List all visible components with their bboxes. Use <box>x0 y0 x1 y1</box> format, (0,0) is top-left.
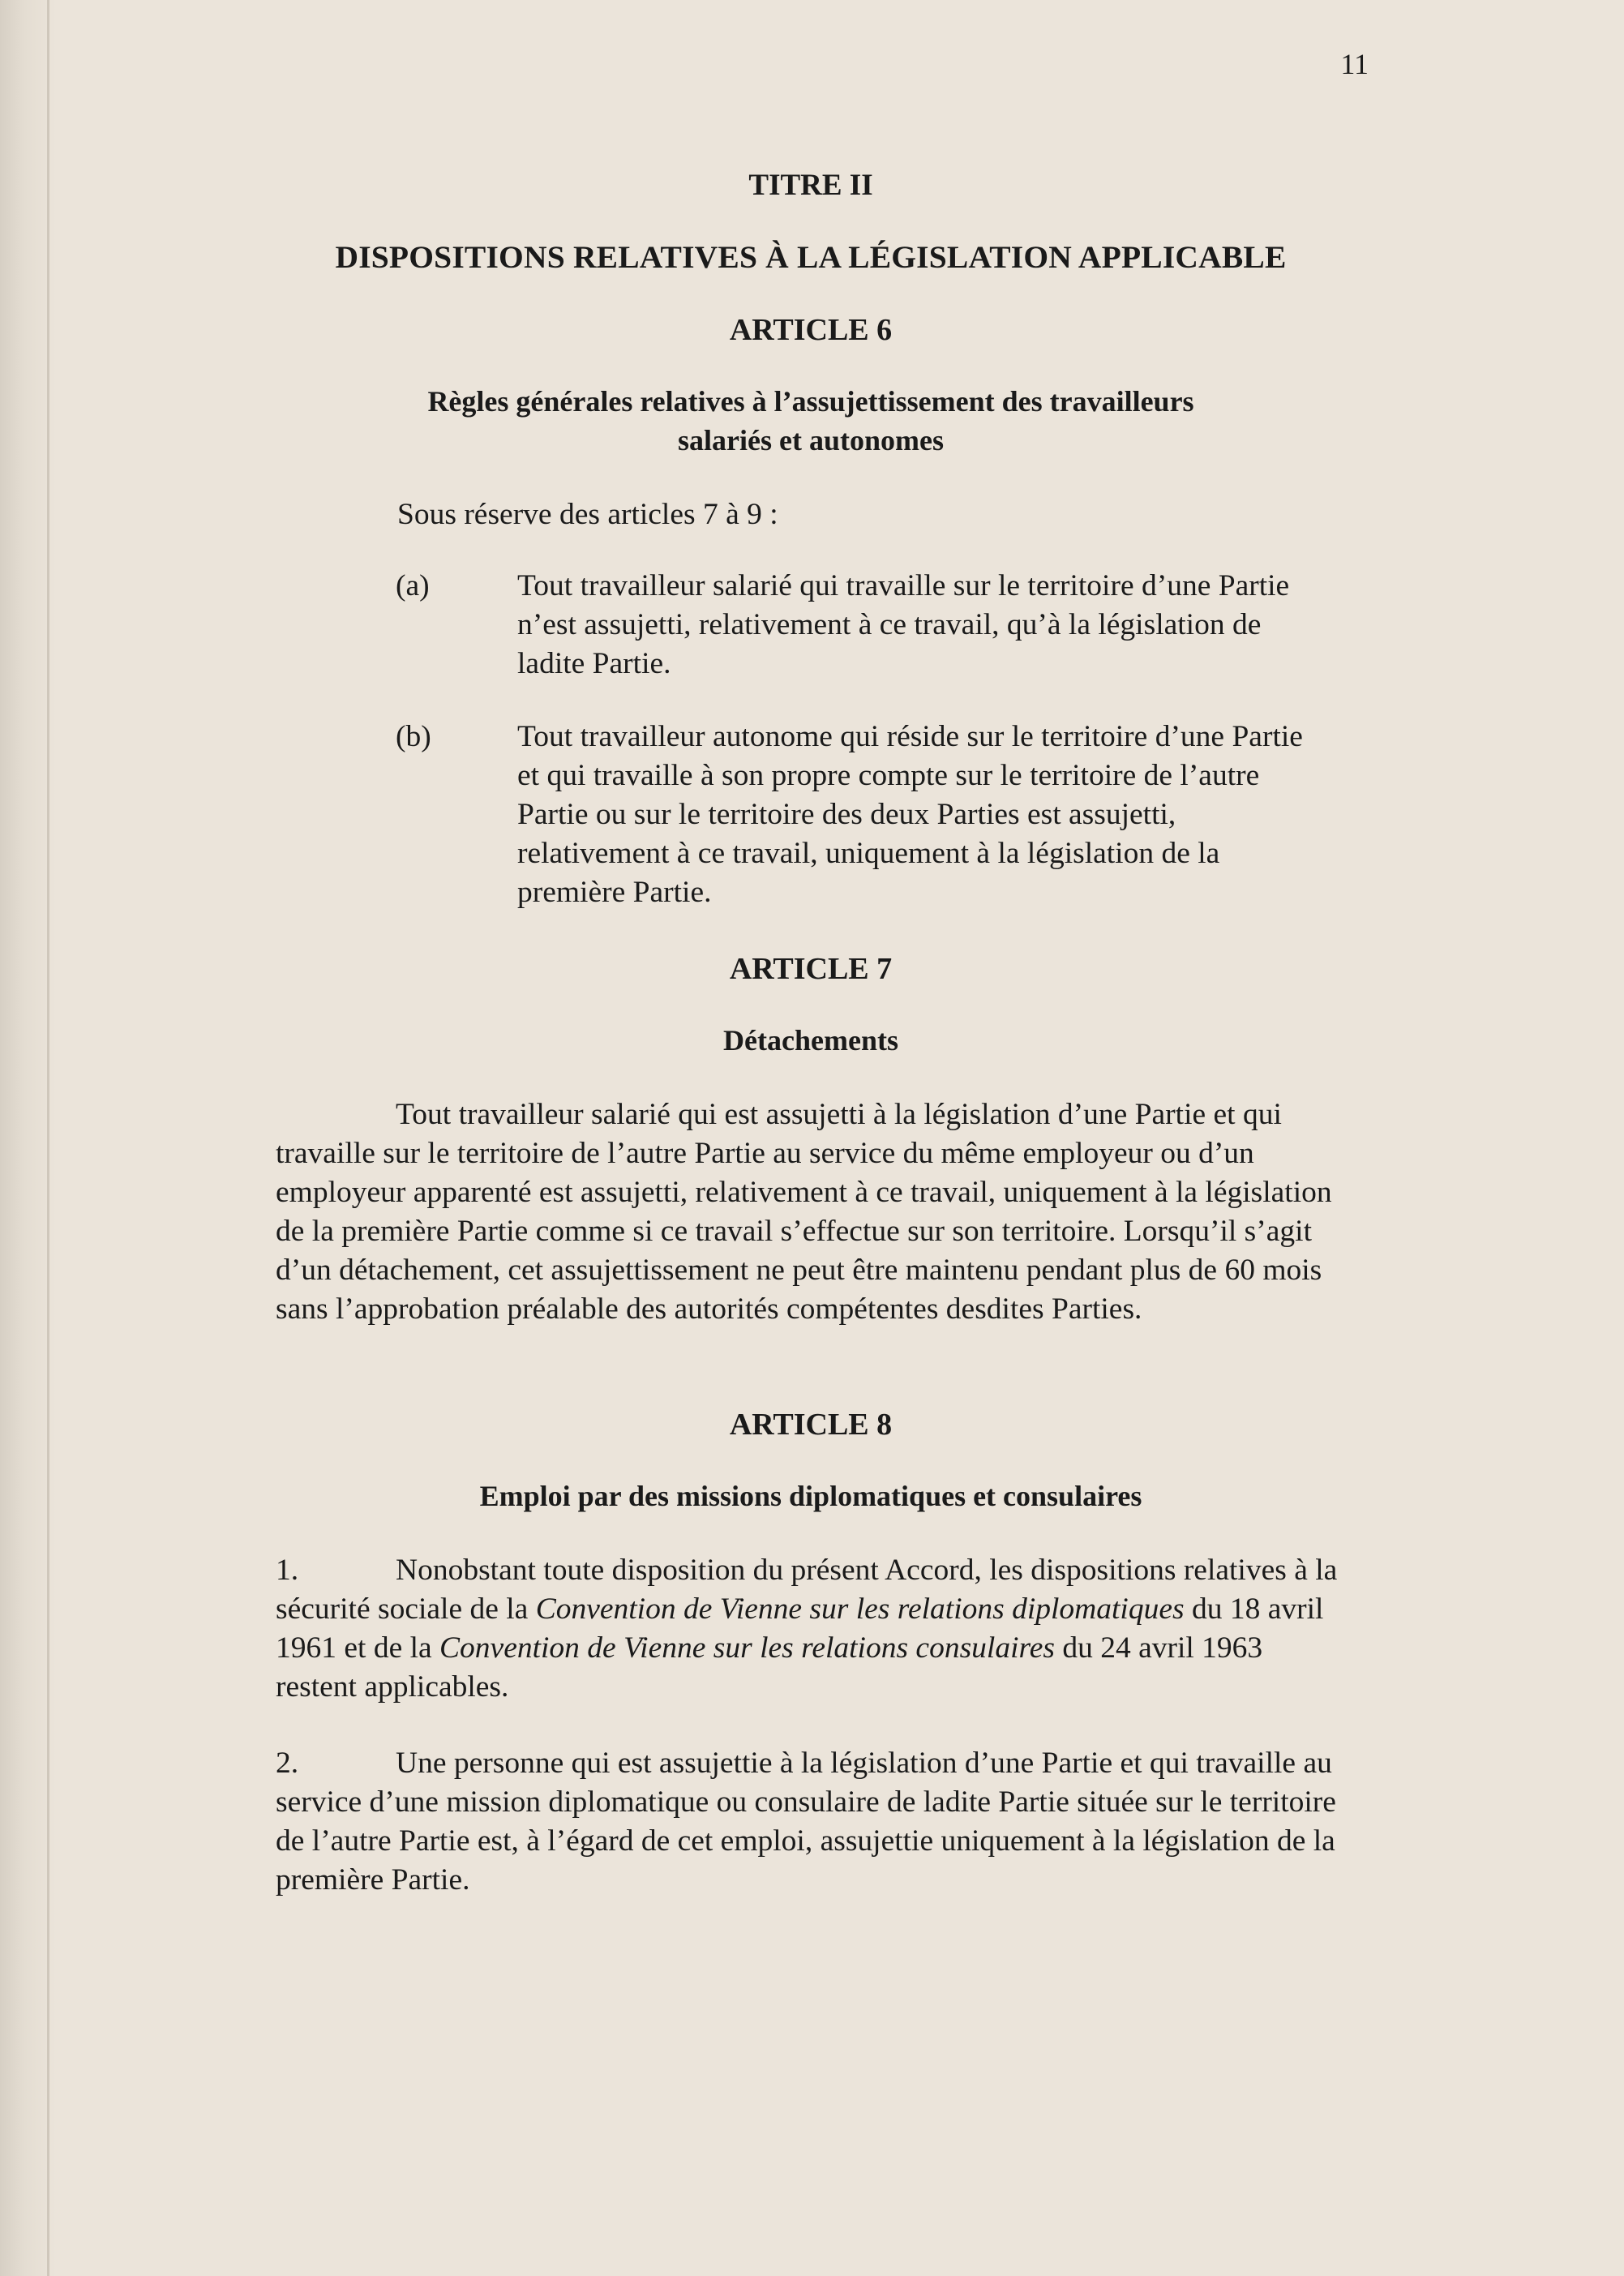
article-6-intro: Sous réserve des articles 7 à 9 : <box>397 498 778 531</box>
page-spine-shadow <box>47 0 49 2276</box>
article-7-subheading: Détachements <box>723 1024 898 1057</box>
article-7-heading: ARTICLE 7 <box>729 952 893 986</box>
paragraph-1-number: 1. <box>276 1554 299 1587</box>
paragraph-1-text-b: du 18 avril 1961 et de la <box>276 1592 1324 1665</box>
article-6-subheading-line2: salariés et autonomes <box>678 424 944 456</box>
item-a-text: Tout travailleur salarié qui travaille sur le territoire d’une Partie n’est assujetti, relativement à ce travail, qu’à la législation de ladite Partie. <box>517 569 1290 680</box>
paragraph-1-text-a: Nonobstant toute disposition du présent Accord, les dispositions relatives à la sécurité sociale de la <box>276 1554 1338 1626</box>
paragraph-2-text: Une personne qui est assujettie à la législation d’une Partie et qui travaille au service d’une mission diplomatique ou consulaire de ladite Partie située sur le territoire de l’autre Partie est, à l’égard de cet emploi, assujettie uniquement à la législation de la première Partie. <box>276 1747 1336 1897</box>
article-6-subheading <box>276 382 1346 460</box>
vienna-diplomatic-convention: Convention de Vienne sur les relations diplomatiques <box>535 1592 1185 1626</box>
titre-heading: TITRE II <box>748 169 873 202</box>
article-6-item-a <box>276 567 1346 684</box>
article-8-heading: ARTICLE 8 <box>729 1408 893 1442</box>
item-a-marker: (a) <box>396 569 430 602</box>
article-6-item-b <box>276 718 1346 912</box>
article-8-paragraph-2 <box>276 1744 1346 1900</box>
item-b-text: Tout travailleur autonome qui réside sur le territoire d’une Partie et qui travaille à son propre compte sur le territoire de l’autre Partie ou sur le territoire des deux Parties est assujetti, relativement à ce travail, uniquement à la législation de la première Partie. <box>517 720 1303 909</box>
page-body <box>276 166 1346 1937</box>
article-6-subheading-line1: Règles générales relatives à l’assujettissement des travailleurs <box>427 385 1194 418</box>
paragraph-1-text-c: du 24 avril 1963 restent applicables. <box>276 1631 1263 1704</box>
page-number: 11 <box>1340 48 1369 80</box>
vienna-consular-convention: Convention de Vienne sur les relations consulaires <box>439 1631 1055 1665</box>
article-8-paragraph-1 <box>276 1551 1346 1707</box>
paragraph-2-number: 2. <box>276 1747 299 1780</box>
article-7-text: Tout travailleur salarié qui est assujetti à la législation d’une Partie et qui travaille sur le territoire de l’autre Partie au service du même employeur ou d’un employeur apparenté est assujetti, relativement à ce travail, uniquement à la législation de la première Partie comme si ce travail s’effectue sur son territoire. Lorsqu’il s’agit d’un détachement, cet assujettissement ne peut être maintenu pendant plus de 60 mois sans l’approbation préalable des autorités compétentes desdites Parties. <box>276 1098 1332 1326</box>
dispositions-heading: DISPOSITIONS RELATIVES À LA LÉGISLATION APPLICABLE <box>335 239 1287 275</box>
item-b-marker: (b) <box>396 720 431 753</box>
article-6-heading: ARTICLE 6 <box>729 313 893 347</box>
article-8-subheading: Emploi par des missions diplomatiques et consulaires <box>479 1480 1142 1512</box>
